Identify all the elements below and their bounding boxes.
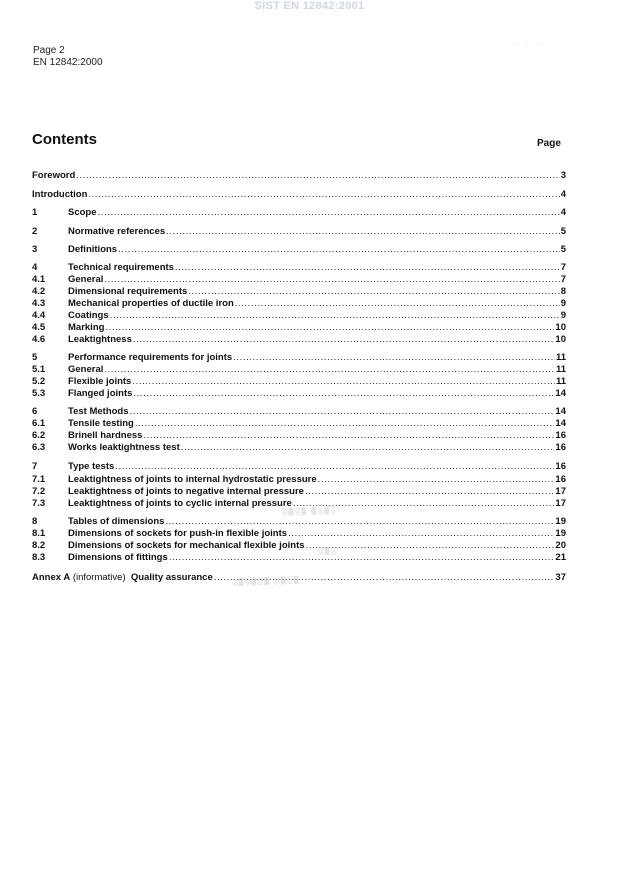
toc-entry[interactable] (32, 310, 566, 322)
toc-title: Flexible joints (68, 376, 132, 387)
toc-entry[interactable] (32, 274, 566, 286)
toc-page: 19 (555, 528, 566, 539)
toc-entry[interactable] (32, 322, 566, 334)
toc-title: Introduction (32, 189, 88, 200)
toc-page: 10 (555, 322, 566, 333)
leader-dots (235, 298, 560, 309)
leader-dots (98, 207, 560, 218)
toc-title: Test Methods (68, 406, 129, 417)
stamp-mark: ░▒░▒░▒ ░▒░▒ (231, 576, 301, 587)
toc-entry[interactable] (32, 516, 566, 528)
toc-entry[interactable] (32, 189, 566, 201)
toc-page: 14 (555, 388, 566, 399)
toc-page: 4 (560, 189, 566, 200)
toc-page: 17 (555, 498, 566, 509)
leader-dots (135, 418, 555, 429)
toc-page: 17 (555, 486, 566, 497)
toc-number: 7 (32, 461, 38, 472)
toc-page: 8 (560, 286, 566, 297)
leader-dots (181, 442, 555, 453)
leader-dots (105, 322, 554, 333)
toc-title: Dimensions of sockets for push-in flexible joints (68, 528, 288, 539)
toc-title: Dimensions of sockets for mechanical flexible joints (68, 540, 305, 551)
page-header (33, 45, 103, 69)
leader-dots (110, 310, 560, 321)
leader-dots (165, 516, 554, 527)
toc-title: Leaktightness (68, 334, 132, 345)
toc-number: 6.2 (32, 430, 46, 441)
page-column-label: Page (537, 138, 561, 149)
leader-dots (143, 430, 554, 441)
toc-title: Dimensions of fittings (68, 552, 168, 563)
toc-number: 7.3 (32, 498, 46, 509)
toc-title: Brinell hardness (68, 430, 143, 441)
toc-entry[interactable] (32, 376, 566, 388)
toc-entry[interactable] (32, 334, 566, 346)
toc-page: 11 (555, 364, 566, 375)
leader-dots (166, 226, 560, 237)
toc-page: 11 (555, 352, 566, 363)
toc-number: 8 (32, 516, 38, 527)
toc-title: Tensile testing (68, 418, 134, 429)
toc-page: 11 (555, 376, 566, 387)
toc-page: 5 (560, 226, 566, 237)
toc-title: General (68, 274, 104, 285)
leader-dots (118, 244, 560, 255)
toc-page: 4 (560, 207, 566, 218)
toc-title: General (68, 364, 104, 375)
leader-dots (169, 552, 555, 563)
toc-entry[interactable] (32, 170, 566, 182)
toc-entry[interactable] (32, 418, 566, 430)
annex-note: (informative) (72, 572, 126, 583)
toc-page: 5 (560, 244, 566, 255)
toc-entry[interactable] (32, 461, 566, 473)
leader-dots (175, 262, 560, 273)
toc-page: 19 (555, 516, 566, 527)
document-id: EN 12842:2000 (33, 57, 103, 68)
toc-title: Leaktightness of joints to negative internal pressure (68, 486, 304, 497)
toc-page: 14 (555, 418, 566, 429)
contents-title: Contents (32, 131, 97, 148)
toc-number: 7.2 (32, 486, 46, 497)
toc-title: Performance requirements for joints (68, 352, 233, 363)
toc-page: 20 (555, 540, 566, 551)
leader-dots (188, 286, 559, 297)
leader-dots (104, 364, 555, 375)
toc-title: Works leaktightness test (68, 442, 180, 453)
toc-title: Dimensional requirements (68, 286, 188, 297)
toc-number: 6.3 (32, 442, 46, 453)
toc-number: 7.1 (32, 474, 46, 485)
toc-entry[interactable] (32, 442, 566, 454)
toc-number: 5.1 (32, 364, 46, 375)
toc-title: Leaktightness of joints to cyclic internal pressure (68, 498, 292, 509)
toc-entry[interactable] (32, 244, 566, 256)
leader-dots (133, 388, 554, 399)
toc-title: Marking (68, 322, 105, 333)
toc-number: 2 (32, 226, 38, 237)
toc-page: 3 (560, 170, 566, 181)
leader-dots (130, 406, 555, 417)
toc-entry[interactable] (32, 552, 566, 564)
toc-page: 16 (555, 461, 566, 472)
toc-number: 4 (32, 262, 38, 273)
toc-entry[interactable] (32, 474, 566, 486)
toc-entry[interactable] (32, 528, 566, 540)
toc-number: 4.5 (32, 322, 46, 333)
toc-entry[interactable] (32, 286, 566, 298)
leader-dots (306, 540, 555, 551)
toc-number: 8.2 (32, 540, 46, 551)
toc-title: Mechanical properties of ductile iron (68, 298, 234, 309)
toc-page: 9 (560, 310, 566, 321)
toc-number: 1 (32, 207, 38, 218)
leader-dots (133, 334, 555, 345)
toc-entry[interactable] (32, 262, 566, 274)
page-number: Page 2 (33, 45, 65, 56)
toc-page: 7 (560, 262, 566, 273)
toc-page: 16 (555, 430, 566, 441)
toc-number: 4.3 (32, 298, 46, 309)
toc-page: 37 (555, 572, 566, 583)
toc-entry[interactable] (32, 388, 566, 400)
toc-number: 4.4 (32, 310, 46, 321)
leader-dots (305, 486, 554, 497)
leader-dots (318, 474, 555, 485)
toc-entry[interactable] (32, 540, 566, 552)
leader-dots (288, 528, 554, 539)
toc-page: 16 (555, 474, 566, 485)
toc-entry[interactable] (32, 226, 566, 238)
toc-number: 6 (32, 406, 38, 417)
toc-title: Leaktightness of joints to internal hydrostatic pressure (68, 474, 317, 485)
toc-entry[interactable] (32, 486, 566, 498)
leader-dots (76, 170, 559, 181)
toc-number: 6.1 (32, 418, 46, 429)
toc-entry[interactable] (32, 430, 566, 442)
annex-prefix: Annex A (32, 572, 71, 583)
toc-title: Flanged joints (68, 388, 133, 399)
toc-number: 8.3 (32, 552, 46, 563)
toc-entry[interactable] (32, 364, 566, 376)
toc-number: 5.2 (32, 376, 46, 387)
toc-title: Foreword (32, 170, 76, 181)
toc-title: Scope (68, 207, 97, 218)
stamp-mark: ░▒░ (317, 547, 338, 556)
toc-page: 7 (560, 274, 566, 285)
toc-entry[interactable] (32, 352, 566, 364)
toc-title: Normative references (68, 226, 166, 237)
toc-page: 10 (555, 334, 566, 345)
toc-title: Type tests (68, 461, 115, 472)
stamp-mark: ░▒░▒ ▒░▒░ (281, 507, 338, 516)
toc-entry[interactable] (32, 298, 566, 310)
leader-dots (233, 352, 555, 363)
leader-dots (132, 376, 555, 387)
toc-page: 16 (555, 442, 566, 453)
scan-specks: · ˙ · (514, 40, 547, 49)
toc-page: 9 (560, 298, 566, 309)
toc-number: 8.1 (32, 528, 46, 539)
toc-number: 3 (32, 244, 38, 255)
toc-page: 14 (555, 406, 566, 417)
toc-number: 4.1 (32, 274, 46, 285)
toc-title: Coatings (68, 310, 109, 321)
toc-entry[interactable] (32, 207, 566, 219)
leader-dots (115, 461, 554, 472)
toc-number: 4.2 (32, 286, 46, 297)
toc-number: 5.3 (32, 388, 46, 399)
toc-title: Technical requirements (68, 262, 174, 273)
toc-title: Tables of dimensions (68, 516, 165, 527)
leader-dots (104, 274, 559, 285)
leader-dots (88, 189, 559, 200)
toc-title: Definitions (68, 244, 118, 255)
annex-title: Quality assurance (130, 572, 213, 583)
toc-number: 5 (32, 352, 38, 363)
toc-page: 21 (555, 552, 566, 563)
watermark: SIST EN 12842:2001 (254, 0, 365, 12)
toc-number: 4.6 (32, 334, 46, 345)
toc-entry[interactable] (32, 406, 566, 418)
